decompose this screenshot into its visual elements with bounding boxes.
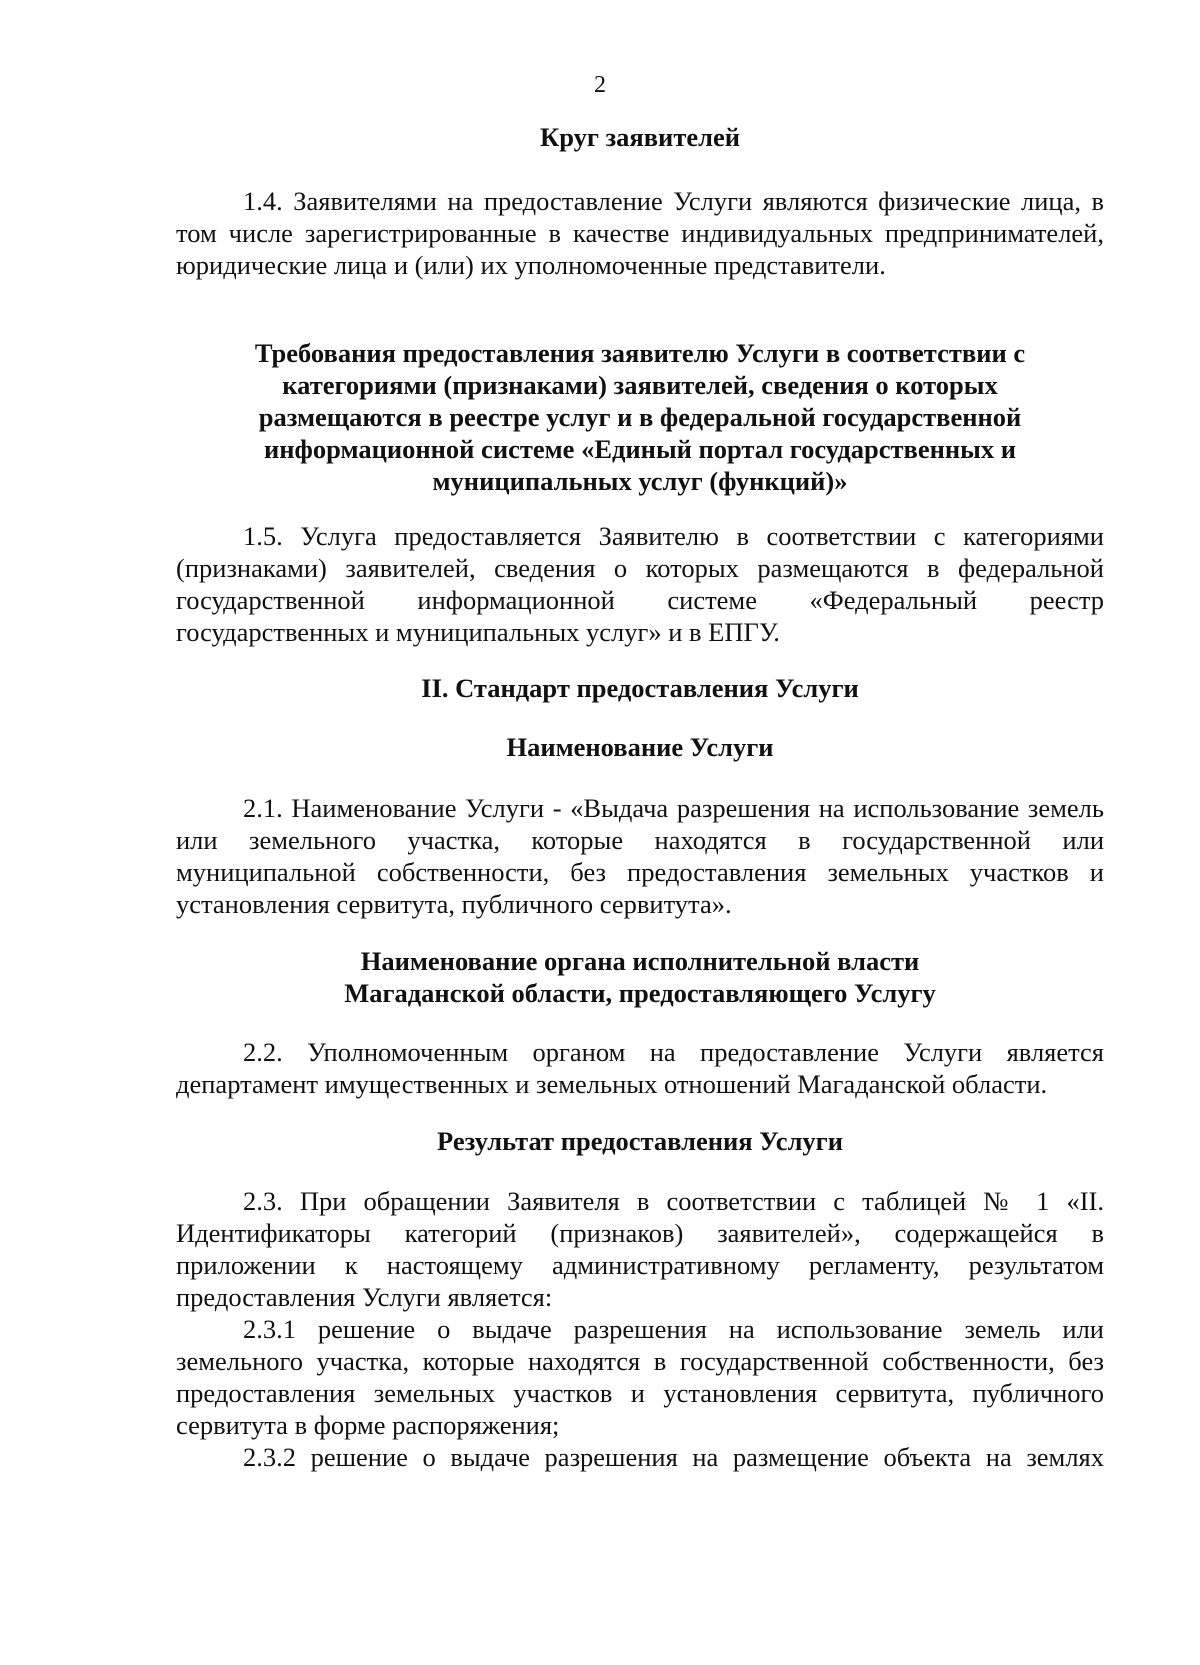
chapter-heading: II. Стандарт предоставления Услуги (421, 673, 859, 703)
heading-line: муниципальных услуг (функций)» (432, 466, 848, 496)
section-authority-body (176, 1036, 1104, 1100)
paragraph-2-2: 2.2. Уполномоченным органом на предоставление Услуги является департамент имущественных и земельных отношений Магаданской области. (176, 1037, 1104, 1099)
paragraph-2-1: 2.1. Наименование Услуги - «Выдача разрешения на использование земель или земельного участка, которые находятся в государственной или муниципальной собственности, без предоставления земельных участков и установления сервитута, публичного сервитута». (176, 793, 1104, 919)
paragraph-1-4: 1.4. Заявителями на предоставление Услуги являются физические лица, в том числе зарегистрированные в качестве индивидуальных предпринимателей, юридические лица и (или) их уполномоченные представители. (176, 186, 1104, 280)
section-applicants (176, 121, 1104, 153)
section-requirements (176, 337, 1104, 497)
paragraph-1-5: 1.5. Услуга предоставляется Заявителю в соответствии с категориями (признаками) заявителей, сведения о которых размещаются в федеральной государственной информационной системе «Федеральный реестр государственных и муниципальных услуг» и в ЕПГУ. (176, 521, 1104, 647)
heading-line: размещаются в реестре услуг и в федеральной государственной (258, 402, 1022, 432)
section-service-name-body (176, 792, 1104, 920)
paragraph-2-3: 2.3. При обращении Заявителя в соответствии с таблицей № 1 «II. Идентификаторы категорий (признаков) заявителей», содержащейся в приложении к настоящему административному регламенту, результатом предоставления Услуги является: (176, 1186, 1104, 1312)
page-number: 2 (594, 72, 606, 98)
section-result (176, 1125, 1104, 1157)
section-result-body (176, 1185, 1104, 1473)
heading-line: Требования предоставления заявителю Услуги в соответствии с (254, 338, 1026, 368)
section-heading: Наименование Услуги (506, 732, 774, 762)
section-authority (176, 945, 1104, 1009)
paragraph-2-3-1: 2.3.1 решение о выдаче разрешения на использование земель или земельного участка, которые находятся в государственной собственности, без предоставления земельных участков и установления сервитута, публичного сервитута в форме распоряжения; (176, 1314, 1104, 1440)
section-heading: Результат предоставления Услуги (437, 1126, 843, 1156)
heading-line: информационной системе «Единый портал государственных и (264, 434, 1016, 464)
heading-line: Наименование органа исполнительной власти (360, 946, 920, 976)
heading-line: Магаданской области, предоставляющего Услугу (344, 978, 936, 1008)
section-applicants-body (176, 185, 1104, 281)
section-standard (176, 672, 1104, 704)
paragraph-2-3-2: 2.3.2 решение о выдаче разрешения на размещение объекта на землях (243, 1442, 1104, 1472)
section-service-name (176, 731, 1104, 763)
section-heading: Круг заявителей (539, 122, 740, 152)
heading-line: категориями (признаками) заявителей, сведения о которых (282, 370, 998, 400)
section-requirements-body (176, 520, 1104, 648)
